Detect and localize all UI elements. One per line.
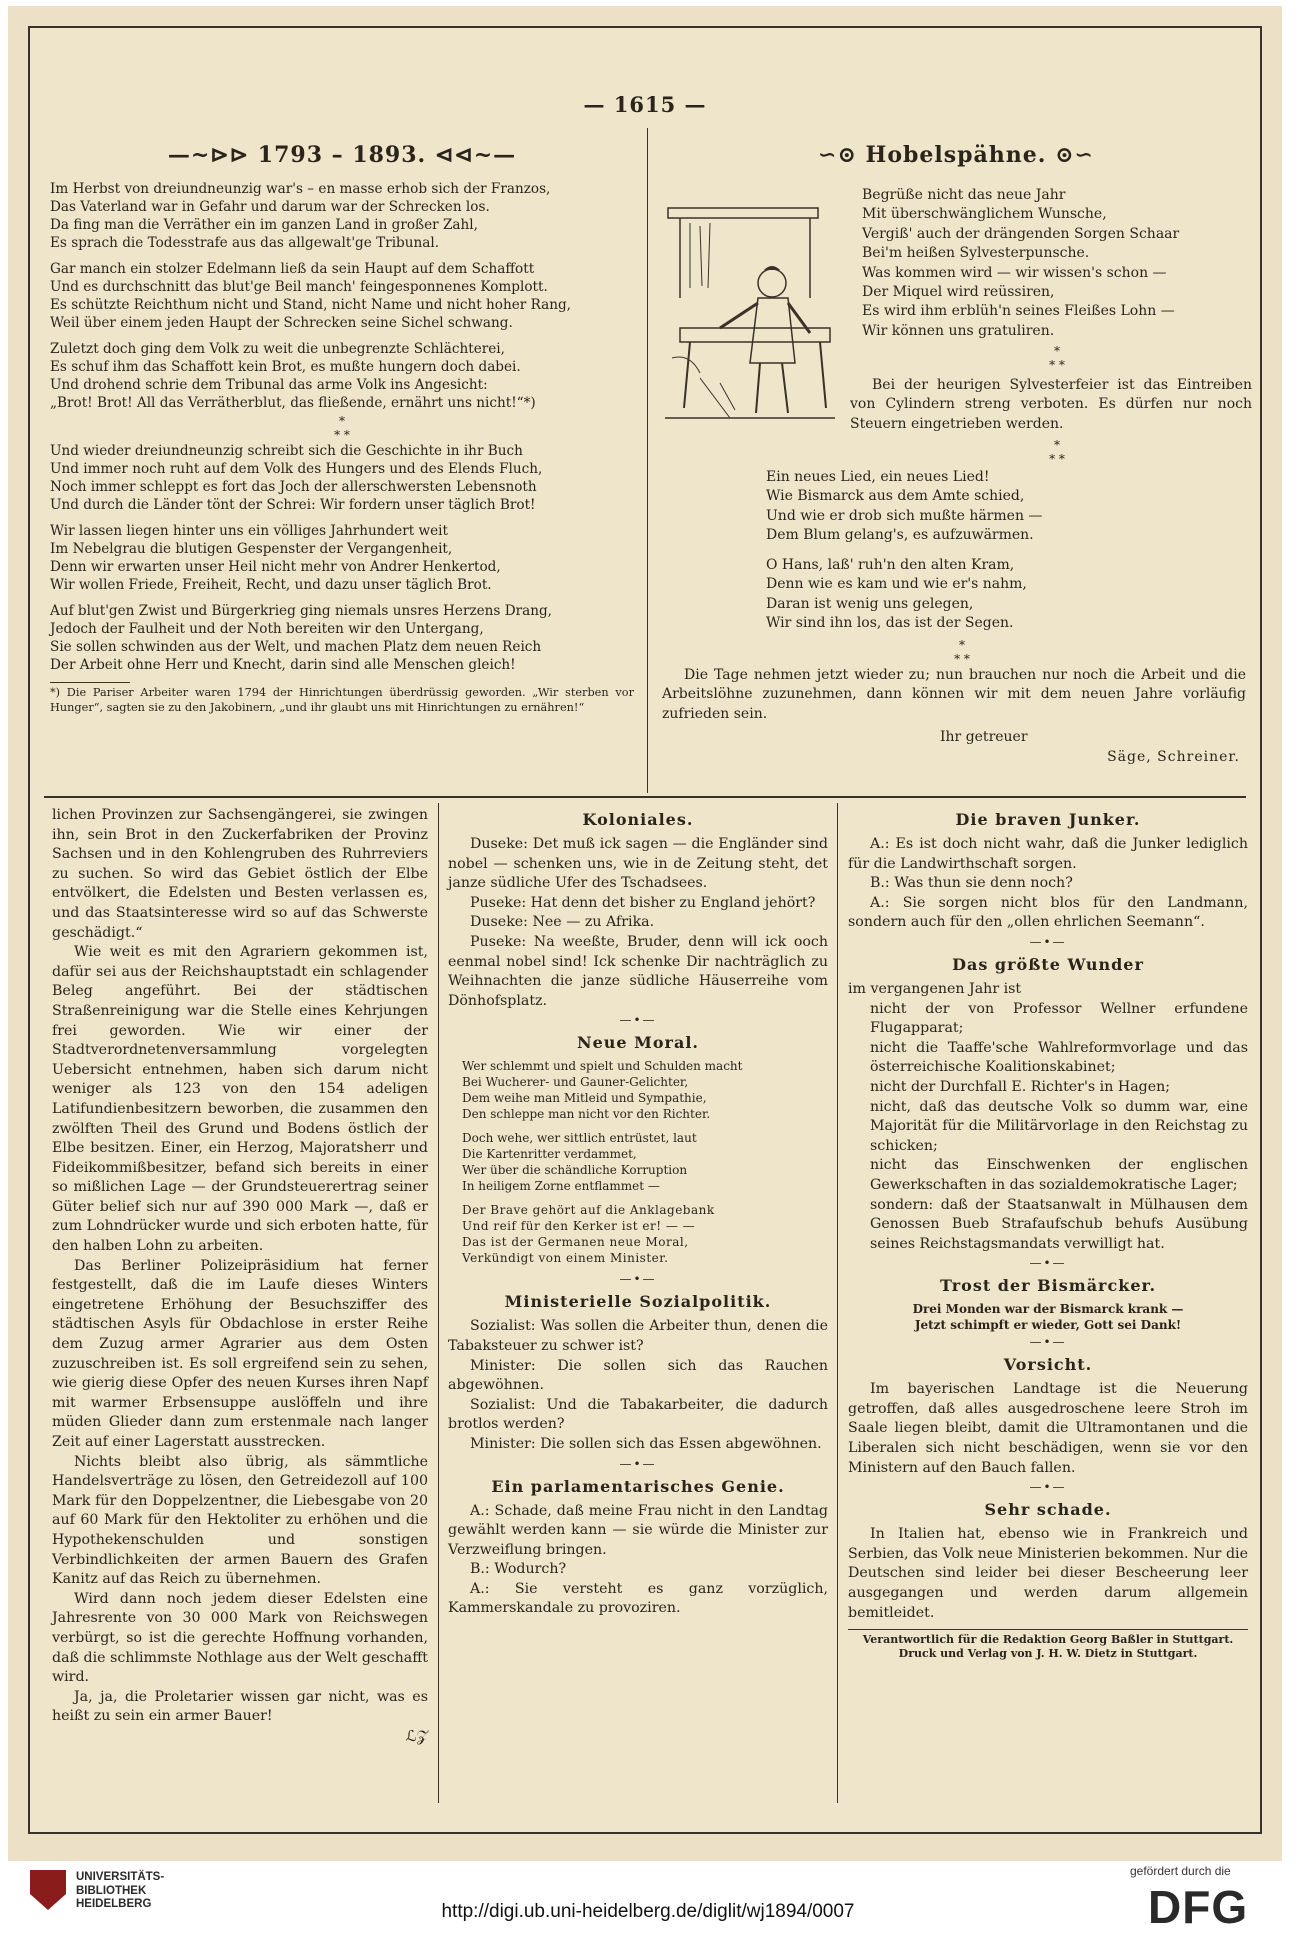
sozial-title: Ministerielle Sozialpolitik. <box>504 1292 772 1312</box>
genie-line: A.: Schade, daß meine Frau nicht in den Landtag gewählt werden kann — sie würde die Minister zur Verzweiflung bringen. <box>448 1502 828 1558</box>
poem-1793-1893 <box>50 142 634 715</box>
kolonial-title: Koloniales. <box>582 810 694 829</box>
genie-line: B.: Wodurch? <box>470 1561 567 1578</box>
vorsicht-title: Vorsicht. <box>1003 1355 1093 1375</box>
newspaper-page <box>28 26 1262 1834</box>
col1-paragraph: lichen Provinzen zur Sachsengängerei, sie zwingen ihn, sein Brot in den Zuckerfabriken der Provinz Sachsen und in den Kohlengruben des Ruhrreviers zu suchen. So wird das Gebiet östlich der Elbe entvölkert, die Edelsten und Besten verlassen es, und das Staatsinteresse wird so auf das Schwerste geschädigt.“ <box>52 807 428 941</box>
hobel-signature: Säge, Schreiner. <box>1107 749 1240 765</box>
hobel-prose-1: Bei der heurigen Sylvesterfeier ist das Eintreiben von Cylindern streng verboten. Es dürfen nur noch Steuern eingetrieben werden. <box>850 377 1252 432</box>
column-rule-top <box>647 128 648 793</box>
moral-stanza: Der Brave gehört auf die Anklagebank Und reif für den Kerker ist er! — — Das ist der Germanen neue Moral, Verkündigt von einem Minister. <box>462 1203 715 1266</box>
wunder-item: nicht der Durchfall E. Richter's in Hagen; <box>870 1078 1171 1095</box>
sozial-line: Sozialist: Was sollen die Arbeiter thun, denen die Tabaksteuer zu schwer ist? <box>448 1318 828 1354</box>
page-number: — 1615 — <box>583 92 707 117</box>
poem-stanza: Und wieder dreiundneunzig schreibt sich die Geschichte in ihr Buch Und immer noch ruht auf dem Volk des Hungers und des Elends Fluch, Noch immer schleppt es fort das Joch der allerschwersten Lebensnoth Und durch die Länder tönt der Schrei: Wir fordern unser täglich Brot! <box>50 443 543 513</box>
col1-signature-mark: ℒ𝒵 <box>405 1726 428 1745</box>
wunder-title: Das größte Wunder <box>952 954 1144 974</box>
university-library-label: UNIVERSITÄTS- BIBLIOTHEK HEIDELBERG <box>76 1871 165 1910</box>
schade-title: Sehr schade. <box>984 1500 1112 1520</box>
funding-label: gefördert durch die <box>1130 1864 1231 1878</box>
section-divider: —•— <box>1029 934 1067 949</box>
section-divider: —•— <box>619 1456 657 1471</box>
kolonial-line: Puseke: Na weeßte, Bruder, denn will ick ooch eenmal nobel sind! Ick schenke Dir nachträglich zu Weihnachten die janze südliche Häuserreihe vom Dönhofsplatz. <box>448 933 828 1009</box>
wunder-item: nicht das Einschwenken der englischen Gewerkschaften in das sozialdemokratische Lager; <box>870 1157 1248 1193</box>
hobelspaehne-section <box>660 142 1252 168</box>
poem-stanza: Auf blut'gen Zwist und Bürgerkrieg ging niemals unsres Herzens Drang, Jedoch der Faulheit und der Noth bereiten wir den Untergang, Sie sollen schwinden aus der Welt, und machen Platz dem neuen Reich Der Arbeit ohne Herr und Knecht, darin sind alle Menschen gleich! <box>50 603 552 673</box>
stars-separator: * * * <box>1049 438 1065 466</box>
genie-line: A.: Sie versteht es ganz vorzüglich, Kammerskandale zu provoziren. <box>448 1580 828 1617</box>
hobel-closing: Ihr getreuer <box>940 729 1028 745</box>
column-rule-1 <box>438 803 439 1803</box>
wunder-item: nicht, daß das deutsche Volk so dumm war, eine Majorität für die Militärvorlage in den Reichstag zu schicken; <box>870 1098 1248 1154</box>
hobel-title: ∽⊙ Hobelspähne. ⊙∽ <box>818 142 1094 168</box>
hobel-prose-2: Die Tage nehmen jetzt wieder zu; nun brauchen nur noch die Arbeit und die Arbeitslöhne zuzunehmen, dann können wir mit dem neuen Jahre vorläufig zufrieden sein. <box>662 667 1246 722</box>
poem-footnote: *) Die Pariser Arbeiter waren 1794 der Hinrichtungen überdrüssig geworden. „Wir sterben vor Hunger“, sagten sie zu den Jakobinern, „und ihr glaubt uns mit Hinrichtungen zu ernähren!“ <box>50 686 634 714</box>
junker-line: A.: Sie sorgen nicht blos für den Landmann, sondern auch für den „ollen ehrlichen Seemann“. <box>848 894 1248 931</box>
genie-title: Ein parlamentarisches Genie. <box>491 1476 785 1496</box>
poem-title: —~⊳⊳ 1793 – 1893. ⊲⊲~— <box>167 142 517 168</box>
junker-title: Die braven Junker. <box>955 810 1141 829</box>
kolonial-line: Puseke: Hat denn det bisher zu England jehört? <box>470 894 816 911</box>
stars-separator: * * * <box>1049 344 1065 372</box>
poem-stanza: Gar manch ein stolzer Edelmann ließ da sein Haupt auf dem Schaffott Und es durchschnitt das blut'ge Beil manch' feingesponnenes Komplott. Es schützte Reichthum nicht und Stand, nicht Name und nicht hoher Rang, Weil über einem jeden Haupt der Schrecken seine Sichel schwang. <box>50 261 572 331</box>
junker-line: B.: Was thun sie denn noch? <box>870 875 1073 892</box>
poem-stanza: Zuletzt doch ging dem Volk zu weit die unbegrenzte Schlächterei, Es schuf ihm das Schaffott kein Brot, es mußte hungern doch dabei. Und drohend schrie dem Tribunal das arme Volk ins Angesicht: „Brot! Brot! All das Verrätherblut, das fließende, ernährt uns nicht!“*) <box>50 341 536 411</box>
trost-title: Trost der Bismärcker. <box>939 1276 1157 1296</box>
junker-line: A.: Es ist doch nicht wahr, daß die Junker lediglich für die Landwirthschaft sorgen. <box>848 836 1248 872</box>
wunder-item: sondern: daß der Staatsanwalt in Mülhausen dem Genossen Bueb Strafaufschub behufs Ausübung seines Reichstagsmandats verwilligt hat. <box>870 1196 1248 1252</box>
moral-stanza: Doch wehe, wer sittlich entrüstet, laut Die Kartenritter verdammet, Wer über die schändliche Korruption In heiligem Zorne entflammet — <box>462 1131 697 1194</box>
wunder-item: nicht die Taaffe'sche Wahlreformvorlage und das österreichische Koalitionskabinet; <box>870 1039 1248 1076</box>
hobel-stanza-1: Begrüße nicht das neue Jahr Mit überschwänglichem Wunsche, Vergiß' auch der drängenden Sorgen Schaar Bei'm heißen Sylvesterpunsche. Was kommen wird — wir wissen's schon — Der Miquel wird reüssiren, Es wird ihm erblüh'n seines Fleißes Lohn — Wir können uns gratuliren. <box>862 187 1180 339</box>
hobel-stanza-2: Ein neues Lied, ein neues Lied! Wie Bismarck aus dem Amte schied, Und wie er drob sich mußte härmen — Dem Blum gelang's, es aufzuwärmen. <box>766 469 1043 544</box>
col1-paragraph: Nichts bleibt also übrig, als sämmtliche Handelsverträge zu lösen, den Getreidezoll auf 100 Mark für den Doppelzentner, die Liebesgabe von 20 auf 60 Mark für den Hektoliter zu erhöhen und die Hypothekenschulden und sonstigen Verbindlichkeiten der armen Bauern des Grafen Kanitz auf das Reich zu übernehmen. <box>52 1453 428 1588</box>
col1-paragraph: Das Berliner Polizeipräsidium hat ferner festgestellt, daß die im Laufe dieses Winters eingetretene Erhöhung der Besuchsziffer des städtischen Asyls für Obdachlose in erster Reihe dem Zuzug armer Agrarier aus dem Osten zuzuschreiben ist. Es soll ergreifend sein zu sehen, wie gierig diese Opfer des neuen Kurses ihren Napf mit warmer Erbsensuppe auslöffeln und ihre müden Glieder dann zum erstenmale nach langer Zeit auf einer Lagerstatt ausstrecken. <box>52 1257 428 1450</box>
col1-paragraph: Wie weit es mit den Agrariern gekommen ist, dafür sei aus der Reichshauptstadt ein schlagender Beleg angeführt. Bei der städtischen Straßenreinigung war die Stelle eines Kehrjungen frei geworden. Wie wir einer der Stadtverordnetenversammlung vorgelegten Uebersicht entnehmen, haben sich darum nicht weniger als 123 von den 154 adeligen Latifundienbesitzern beworben, die zusammen den zwölften Theil des Grund und Bodens östlich der Elbe besitzen. Einer, ein Herzog, Majoratsherr und Fideikommißbesitzer, befand sich bereits in einer so mißlichen Lage — der Grundsteuerertrag seiner Güter belief sich nur auf 390 000 Mark —, daß er zum Lohndrücker wurde und sich erboten hatte, für den halben Lohn zu arbeiten. <box>52 944 428 1255</box>
col1-paragraph: Ja, ja, die Proletarier wissen gar nicht, was es heißt zu sein ein armer Bauer! <box>52 1688 428 1725</box>
stars-separator: * * * <box>954 638 970 666</box>
poem-stanza: Im Herbst von dreiundneunzig war's – en masse erhob sich der Franzos, Das Vaterland war in Gefahr und darum war der Schrecken los. Da fing man die Verräther ein im ganzen Land in großer Zahl, Es sprach die Todesstrafe aus das allgewalt'ge Tribunal. <box>50 181 551 251</box>
hobel-stanza-3: O Hans, laß' ruh'n den alten Kram, Denn wie es kam und wie er's nahm, Daran ist wenig uns gelegen, Wir sind ihn los, das ist der Segen. <box>766 557 1027 632</box>
column-agrarier <box>52 806 428 1745</box>
vorsicht-text: Im bayerischen Landtage ist die Neuerung getroffen, daß alles ausgedroschene leere Stroh im Saale liegen bleibt, damit die Ultramontanen und die Liberalen sich nicht beschädigen, wenn sie vor den Ministern auf den Bauch fallen. <box>848 1381 1248 1476</box>
poem-stanza: Wir lassen liegen hinter uns ein völliges Jahrhundert weit Im Nebelgrau die blutigen Gespenster der Vergangenheit, Denn wir erwarten unser Heil nicht mehr von Andrer Henkertod, Wir wollen Friede, Freiheit, Recht, und dazu unser täglich Brot. <box>50 523 501 593</box>
imprint: Verantwortlich für die Redaktion Georg Baßler in Stuttgart. Druck und Verlag von J. H. W. Dietz in Stuttgart. <box>862 1633 1234 1661</box>
sozial-line: Minister: Die sollen sich das Rauchen abgewöhnen. <box>448 1357 828 1394</box>
stars-separator: * * * <box>334 414 350 442</box>
wunder-intro: im vergangenen Jahr ist <box>848 980 1022 997</box>
column-middle <box>448 806 828 1619</box>
kolonial-line: Duseke: Nee — zu Afrika. <box>470 914 655 931</box>
source-url-link[interactable]: http://digi.ub.uni-heidelberg.de/diglit/wj1894/0007 <box>441 1901 855 1922</box>
dfg-logo: DFG <box>1148 1881 1249 1933</box>
horizontal-rule <box>44 796 1246 798</box>
moral-title: Neue Moral. <box>576 1033 699 1053</box>
section-divider: —•— <box>619 1013 657 1028</box>
sozial-line: Minister: Die sollen sich das Essen abgewöhnen. <box>470 1435 822 1452</box>
section-divider: —•— <box>1029 1480 1067 1495</box>
section-divider: —•— <box>1029 1256 1067 1271</box>
wunder-item: nicht der von Professor Wellner erfundene Flugapparat; <box>870 1000 1248 1037</box>
section-divider: —•— <box>1029 1335 1067 1350</box>
schade-text: In Italien hat, ebenso wie in Frankreich und Serbien, das Volk neue Ministerien bekommen. Nur die Deutschen sind leider bei dieser Bescheerung leer ausgegangen und werden darum allgemein bemitleidet. <box>848 1526 1248 1621</box>
col1-paragraph: Wird dann noch jedem dieser Edelsten eine Jahresrente von 30 000 Mark von Reichswegen verbürgt, so ist die gerechte Hoffnung vorhanden, daß die schlimmste Nothlage aus der Welt geschafft wird. <box>52 1590 428 1686</box>
moral-stanza: Wer schlemmt und spielt und Schulden macht Bei Wucherer- und Gauner-Gelichter, Dem weihe man Mitleid und Sympathie, Den schleppe man nicht vor den Richter. <box>462 1059 743 1122</box>
carpenter-illustration <box>660 178 840 438</box>
section-divider: —•— <box>619 1272 657 1287</box>
trost-text: Drei Monden war der Bismarck krank — Jetzt schimpft er wieder, Gott sei Dank! <box>912 1302 1184 1333</box>
sozial-line: Sozialist: Und die Tabakarbeiter, die dadurch brotlos werden? <box>448 1396 828 1433</box>
kolonial-line: Duseke: Det muß ick sagen — die Engländer sind nobel — schenken uns, wie in de Zeitung steht, det janze südliche Ufer des Tschadsees. <box>448 836 828 892</box>
column-right <box>848 806 1248 1661</box>
column-rule-2 <box>837 803 838 1803</box>
